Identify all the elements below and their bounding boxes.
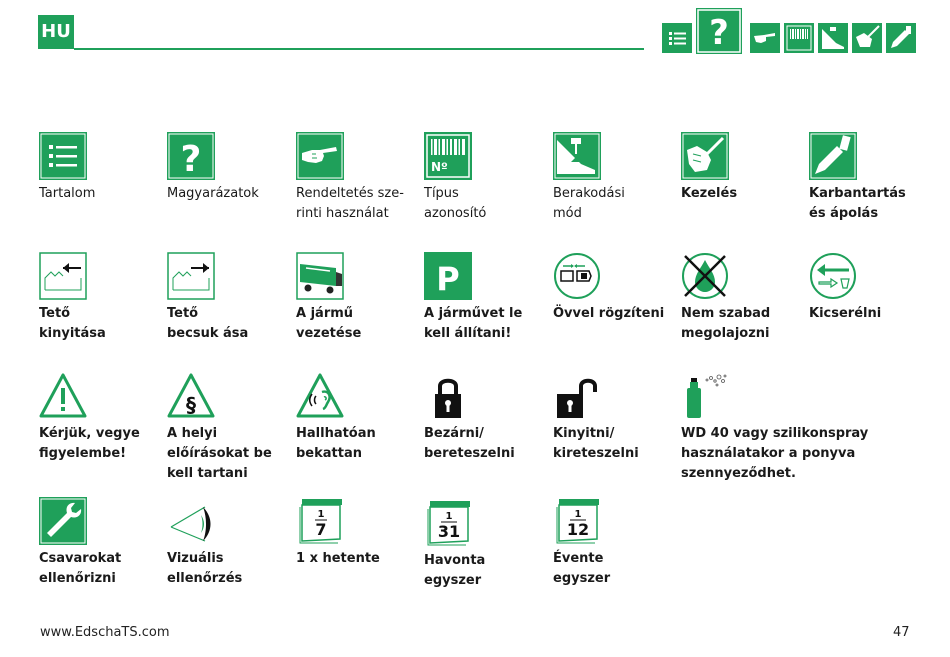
svg-text:?: ?: [709, 13, 729, 53]
pointing-hand-icon: [296, 132, 344, 180]
legend-item-warning: [39, 372, 164, 464]
item-label: Magyarázatok: [167, 186, 259, 201]
item-label: Tető becsuk ása: [167, 306, 249, 341]
legend-item-replace: [809, 252, 934, 324]
svg-text:7: 7: [315, 520, 327, 539]
calendar-month-icon: [424, 499, 472, 547]
item-label: Tartalom: [39, 186, 96, 201]
lock-open-icon: [553, 372, 601, 420]
language-badge: HU: [38, 15, 74, 49]
svg-text:§: §: [186, 393, 196, 417]
legend-item-check-bolts: [39, 497, 164, 589]
calendar-year-icon: [553, 497, 601, 545]
truck-icon: [296, 252, 344, 300]
item-label: Nem szabad megolajozni: [681, 306, 771, 341]
item-label: WD 40 vagy szilikonspray használatakor a ponyva szennyeződhet.: [681, 426, 869, 481]
legend-item-yearly: [553, 497, 678, 589]
item-label: Kezelés: [681, 186, 738, 201]
item-label: Tető kinyitása: [39, 306, 106, 341]
legend-item-no-oil: [681, 252, 806, 344]
legend-item-visual-check: [167, 497, 292, 589]
footer-url: www.EdschaTS.com: [40, 625, 170, 640]
item-label: Kérjük, vegye figyelembe!: [39, 426, 140, 461]
page-number: 47: [893, 625, 910, 640]
roof-open-icon: [39, 252, 87, 300]
list-icon: [39, 132, 87, 180]
item-label: A helyi előírásokat be kell tartani: [167, 426, 272, 481]
nav-barcode-icon[interactable]: [784, 23, 814, 53]
legend-item-contents: [39, 132, 164, 204]
roof-close-icon: [167, 252, 215, 300]
nav-pointing-hand-icon[interactable]: [750, 23, 780, 53]
legend-item-loading: [553, 132, 678, 224]
svg-text:Nº: Nº: [431, 160, 448, 174]
regulation-icon: [167, 372, 215, 420]
item-label: Karbantartás és ápolás: [809, 186, 906, 221]
item-label: Vizuális ellenőrzés: [167, 551, 243, 586]
svg-text:31: 31: [437, 522, 461, 541]
item-label: A járművet le kell állítani!: [424, 306, 523, 341]
legend-item-roof-open: [39, 252, 164, 344]
barcode-number-icon: [424, 132, 472, 180]
nav-loading-icon[interactable]: [818, 23, 848, 53]
parking-icon: [424, 252, 472, 300]
legend-item-weekly: [296, 497, 421, 569]
legend-item-local-regulations: [167, 372, 292, 484]
spray-icon: [681, 372, 729, 420]
maintenance-icon: [809, 132, 857, 180]
legend-item-type-id: [424, 132, 549, 224]
handling-icon: [681, 132, 729, 180]
legend-item-lock: [424, 372, 549, 464]
legend-item-drive-vehicle: [296, 252, 421, 344]
legend-item-intended-use: [296, 132, 421, 224]
item-label: Bezárni/ bereteszelni: [424, 426, 515, 461]
item-label: Rendeltetés sze- rinti használat: [296, 186, 404, 221]
legend-item-park-vehicle: [424, 252, 549, 344]
item-label: Berakodási mód: [553, 186, 625, 221]
item-label: Hallhatóan bekattan: [296, 426, 376, 461]
lock-closed-icon: [424, 372, 472, 420]
legend-item-belt: [553, 252, 678, 324]
question-icon: [167, 132, 215, 180]
item-label: Évente egyszer: [553, 551, 611, 586]
svg-text:P: P: [436, 260, 460, 298]
calendar-week-icon: [296, 497, 344, 545]
svg-text:12: 12: [566, 520, 590, 539]
item-label: Övvel rögzíteni: [553, 306, 665, 321]
legend-item-maintenance: [809, 132, 934, 224]
legend-item-roof-close: [167, 252, 292, 344]
item-label: Típus azonosító: [424, 186, 487, 221]
header-rule: [74, 48, 644, 50]
item-label: Kicserélni: [809, 306, 882, 321]
legend-item-monthly: [424, 499, 549, 591]
legend-item-explanations: [167, 132, 292, 204]
legend-item-handling: [681, 132, 806, 204]
nav-handling-icon[interactable]: [852, 23, 882, 53]
loading-icon: [553, 132, 601, 180]
item-label: Havonta egyszer: [424, 553, 486, 588]
legend-item-spray-warning: [681, 372, 871, 484]
svg-text:1: 1: [574, 509, 582, 520]
warning-icon: [39, 372, 87, 420]
eye-icon: [167, 497, 215, 545]
item-label: A jármű vezetése: [296, 306, 362, 341]
nav-question-icon[interactable]: [696, 8, 742, 54]
svg-text:1: 1: [445, 511, 453, 522]
wrench-icon: [39, 497, 87, 545]
item-label: Csavarokat ellenőrizni: [39, 551, 122, 586]
item-label: Kinyitni/ kireteszelni: [553, 426, 639, 461]
svg-text:?: ?: [180, 139, 202, 180]
svg-text:1: 1: [317, 509, 325, 520]
legend-item-audible-click: [296, 372, 421, 464]
no-oil-icon: [681, 252, 729, 300]
audible-click-icon: [296, 372, 344, 420]
nav-maintenance-icon[interactable]: [886, 23, 916, 53]
belt-icon: [553, 252, 601, 300]
legend-item-unlock: [553, 372, 678, 464]
nav-list-icon[interactable]: [662, 23, 692, 53]
replace-icon: [809, 252, 857, 300]
item-label: 1 x hetente: [296, 551, 380, 566]
